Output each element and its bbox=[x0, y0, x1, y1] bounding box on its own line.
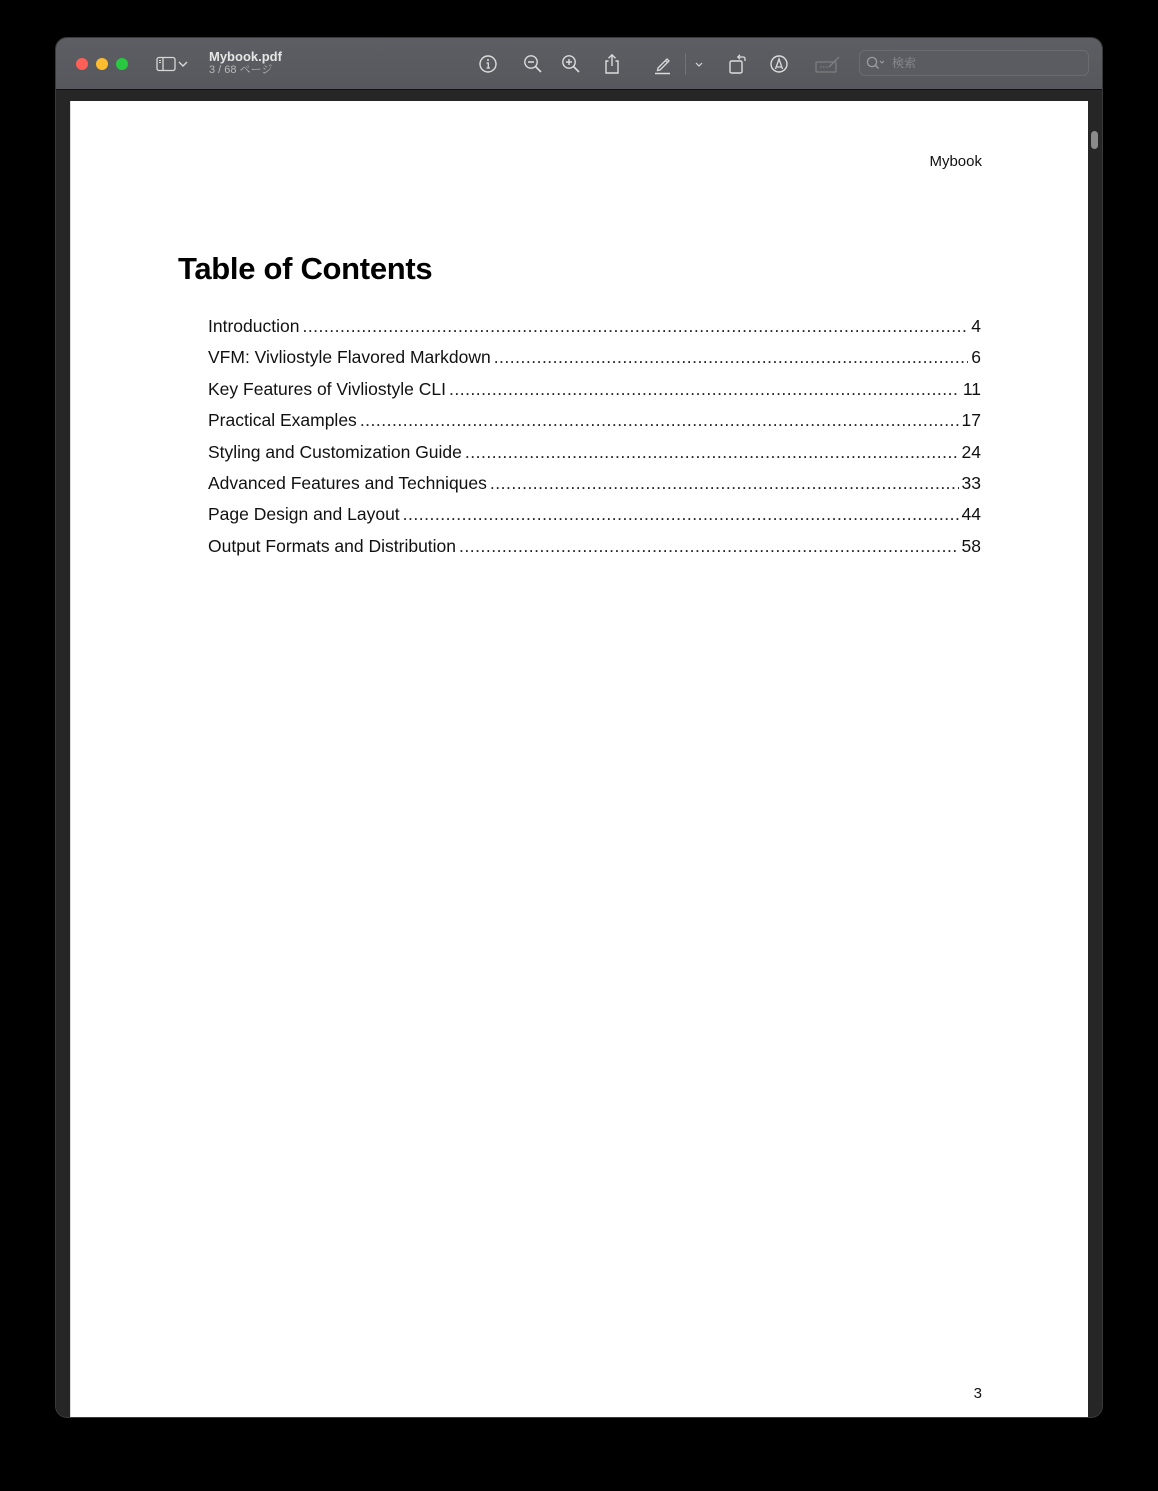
markup-button[interactable] bbox=[766, 51, 792, 77]
zoom-out-button[interactable] bbox=[520, 51, 546, 77]
toc-entry[interactable] bbox=[208, 379, 981, 410]
markup-icon bbox=[769, 54, 789, 74]
dot-leader bbox=[465, 442, 959, 463]
dot-leader bbox=[490, 473, 959, 494]
toc-entry[interactable] bbox=[208, 347, 981, 378]
sidebar-menu-button[interactable] bbox=[176, 51, 190, 77]
chevron-down-icon bbox=[178, 61, 188, 67]
table-of-contents bbox=[208, 316, 981, 567]
toc-entry-label: Styling and Customization Guide bbox=[208, 441, 462, 462]
toc-entry-page: 44 bbox=[961, 504, 981, 525]
running-header: Mybook bbox=[929, 153, 982, 170]
toc-entry-page: 24 bbox=[961, 441, 981, 462]
toc-entry-label: Advanced Features and Techniques bbox=[208, 472, 487, 493]
window-title bbox=[209, 49, 282, 77]
dot-leader bbox=[494, 347, 969, 368]
info-button[interactable] bbox=[475, 51, 501, 77]
toc-entry-label: VFM: Vivliostyle Flavored Markdown bbox=[208, 347, 491, 368]
dot-leader bbox=[459, 536, 959, 557]
highlight-pen-icon bbox=[653, 53, 673, 75]
form-fill-icon bbox=[815, 55, 841, 73]
toc-entry-label: Key Features of Vivliostyle CLI bbox=[208, 378, 446, 399]
zoom-in-button[interactable] bbox=[558, 51, 584, 77]
document-title: Mybook.pdf bbox=[209, 49, 282, 64]
toc-entry[interactable] bbox=[208, 442, 981, 473]
toc-entry-label: Output Formats and Distribution bbox=[208, 535, 457, 556]
page-indicator: 3 / 68 ページ bbox=[209, 64, 273, 76]
dot-leader bbox=[302, 316, 968, 337]
maximize-button[interactable] bbox=[116, 58, 128, 70]
toc-entry-page: 11 bbox=[962, 378, 981, 399]
toc-entry-page: 58 bbox=[961, 535, 981, 556]
search-field[interactable] bbox=[859, 50, 1089, 76]
toc-entry-label: Page Design and Layout bbox=[208, 504, 400, 525]
zoom-in-icon bbox=[561, 54, 581, 74]
rotate-icon bbox=[728, 53, 748, 75]
toc-entry[interactable] bbox=[208, 504, 981, 535]
highlight-menu-button[interactable] bbox=[692, 51, 706, 77]
toolbar bbox=[56, 38, 1102, 90]
page-title: Table of Contents bbox=[178, 251, 433, 286]
toc-entry-page: 6 bbox=[971, 347, 981, 368]
toc-entry-label: Introduction bbox=[208, 316, 300, 336]
pdf-page bbox=[70, 101, 1088, 1417]
search-icon bbox=[866, 56, 886, 70]
close-button[interactable] bbox=[76, 58, 88, 70]
toc-entry-page: 4 bbox=[971, 316, 981, 336]
minimize-button[interactable] bbox=[96, 58, 108, 70]
zoom-out-icon bbox=[523, 54, 543, 74]
info-icon bbox=[478, 54, 498, 74]
preview-window bbox=[56, 38, 1102, 1417]
form-fill-button[interactable] bbox=[813, 51, 843, 77]
toc-entry[interactable] bbox=[208, 316, 981, 347]
share-button[interactable] bbox=[599, 51, 625, 77]
toc-entry[interactable] bbox=[208, 410, 981, 441]
toc-entry[interactable] bbox=[208, 536, 981, 567]
toc-entry-page: 17 bbox=[961, 410, 981, 431]
chevron-down-icon bbox=[695, 62, 703, 67]
sidebar-icon bbox=[156, 56, 176, 72]
scrollbar-thumb[interactable] bbox=[1091, 131, 1098, 149]
toc-entry[interactable] bbox=[208, 473, 981, 504]
toc-entry-label: Practical Examples bbox=[208, 410, 357, 431]
search-input[interactable] bbox=[890, 55, 1064, 71]
toolbar-divider bbox=[685, 53, 686, 75]
rotate-button[interactable] bbox=[725, 51, 751, 77]
share-icon bbox=[603, 53, 621, 75]
toc-entry-page: 33 bbox=[961, 472, 981, 493]
dot-leader bbox=[403, 504, 959, 525]
highlight-button[interactable] bbox=[650, 51, 676, 77]
dot-leader bbox=[360, 410, 959, 431]
page-number: 3 bbox=[973, 1385, 982, 1402]
document-viewer[interactable] bbox=[56, 90, 1102, 1417]
dot-leader bbox=[449, 379, 960, 400]
